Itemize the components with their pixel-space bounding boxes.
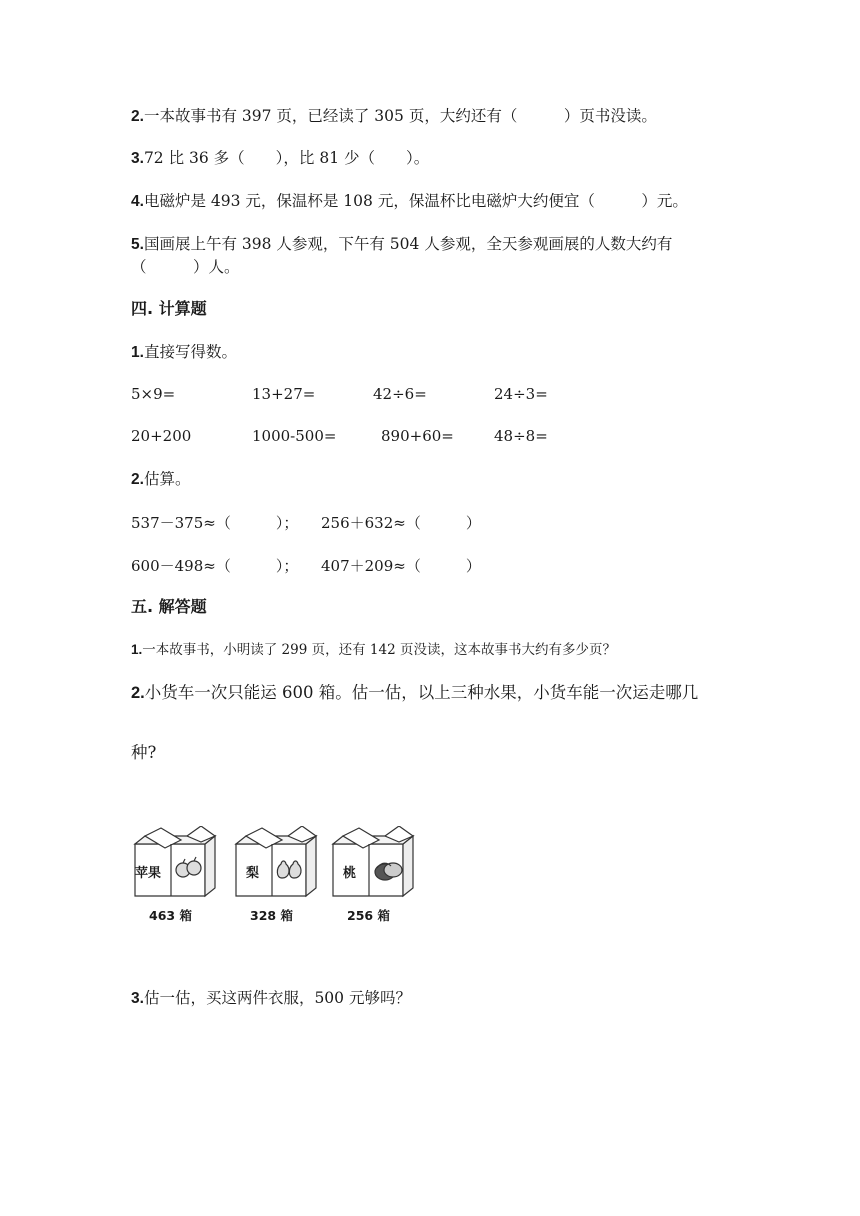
fruit-label: 苹果: [135, 866, 162, 881]
calc-item: 13+27=: [252, 385, 316, 403]
question-number: 2.: [131, 471, 144, 488]
estimate-item: 407＋209≈（ ）: [321, 557, 481, 575]
question-3-2: [131, 106, 657, 127]
question-number: 2.: [131, 108, 144, 125]
fruit-label: 梨: [246, 866, 260, 881]
calc-item: 24÷3=: [494, 385, 548, 403]
question-number: 3.: [131, 990, 144, 1007]
question-text: 国画展上午有 398 人参观，下午有 504 人参观，全天参观画展的人数大约有: [143, 235, 673, 253]
question-text: 一本故事书，小明读了 299 页，还有 142 页没读，这本故事书大约有多少页？: [142, 642, 616, 658]
question-number: 3.: [131, 150, 144, 167]
fruit-box-peach: [329, 826, 419, 923]
question-4-2: [131, 469, 190, 490]
section-4-title: 四. 计算题: [131, 299, 207, 318]
calc-item: 42÷6=: [373, 385, 427, 403]
question-number: 2.: [131, 684, 145, 702]
calc-item: 5×9=: [131, 385, 176, 403]
question-3-4: [131, 191, 688, 212]
question-text-continued: 种?: [131, 743, 157, 762]
fruit-label: 桃: [343, 866, 357, 881]
question-text: 估一估，买这两件衣服，500 元够吗？: [143, 989, 411, 1007]
estimate-item: 600－498≈（ ）；: [131, 557, 299, 575]
calc-item: 890+60=: [381, 427, 454, 445]
question-text-continued: （ ）人。: [131, 258, 240, 276]
fruit-count: 463 箱: [149, 908, 192, 923]
section-5-title: 五. 解答题: [131, 597, 207, 616]
fruit-box-pear: [232, 826, 322, 923]
question-text: 一本故事书有 397 页，已经读了 305 页，大约还有（ ）页书没读。: [143, 107, 657, 125]
fruit-count: 256 箱: [347, 908, 390, 923]
calc-item: 1000-500=: [252, 427, 337, 445]
question-text: 72 比 36 多（ ），比 81 少（ ）。: [143, 149, 430, 167]
question-5-2-continued: [131, 743, 156, 763]
fruit-box-apple: [131, 826, 221, 923]
estimate-item: 256＋632≈（ ）: [321, 514, 481, 532]
question-4-1: [131, 342, 237, 363]
question-number: 4.: [131, 193, 144, 210]
calc-item: 48÷8=: [494, 427, 548, 445]
question-number: 1.: [131, 344, 144, 361]
question-3-3: [131, 148, 429, 169]
question-5-3: [131, 988, 411, 1009]
question-text: 小货车一次只能运 600 箱。估一估，以上三种水果，小货车能一次运走哪几: [144, 683, 699, 702]
question-number: 1.: [131, 642, 143, 657]
question-number: 5.: [131, 236, 144, 253]
question-3-5: [131, 234, 672, 255]
estimate-item: 537－375≈（ ）；: [131, 514, 299, 532]
fruit-count: 328 箱: [250, 908, 293, 923]
question-text: 估算。: [143, 470, 191, 488]
question-5-2: [131, 683, 698, 703]
question-5-1: [131, 640, 616, 660]
question-3-5-continued: [131, 257, 240, 277]
question-text: 电磁炉是 493 元，保温杯是 108 元，保温杯比电磁炉大约便宜（ ）元。: [143, 192, 688, 210]
question-text: 直接写得数。: [143, 343, 237, 361]
calc-item: 20+200: [131, 427, 192, 445]
